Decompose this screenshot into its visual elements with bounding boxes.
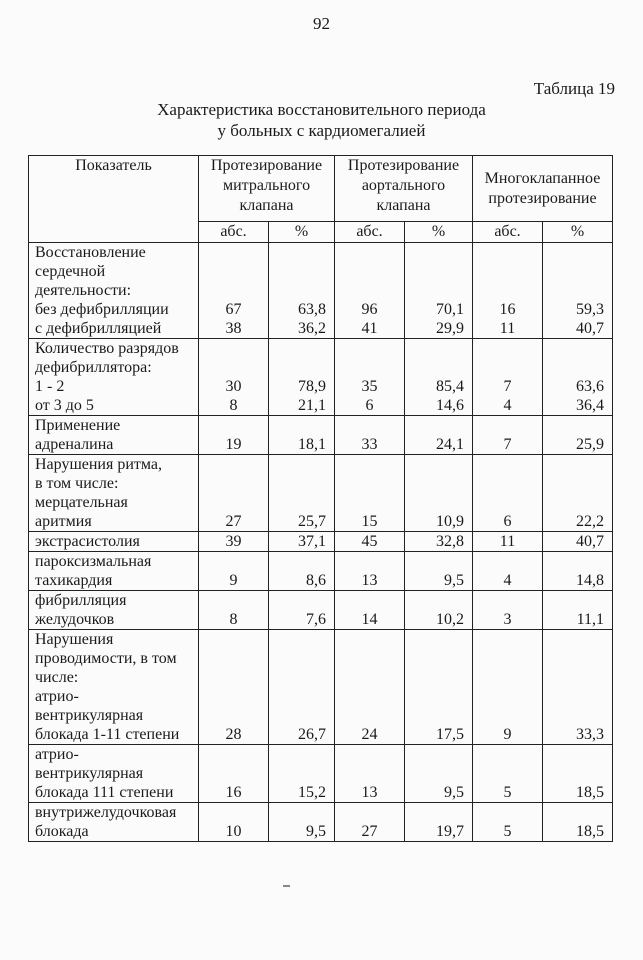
row-indicator: Применение адреналина <box>29 416 199 455</box>
table-row <box>29 243 613 339</box>
cell-percent: 18,5 <box>543 803 613 842</box>
table-row <box>29 339 613 416</box>
table-row <box>29 552 613 591</box>
cell-abs: 7 4 <box>473 339 543 416</box>
table-row <box>29 803 613 842</box>
cell-abs: 5 <box>473 745 543 803</box>
cell-abs: 10 <box>199 803 269 842</box>
cell-abs: 19 <box>199 416 269 455</box>
table-caption <box>0 99 643 141</box>
caption-line-1: Характеристика восстановительного периода <box>157 100 486 119</box>
cell-percent: 10,2 <box>405 591 473 630</box>
header-group-aortic: Протезирование аортального клапана <box>335 156 473 222</box>
cell-percent: 33,3 <box>543 630 613 745</box>
cell-abs: 67 38 <box>199 243 269 339</box>
cell-percent: 15,2 <box>269 745 335 803</box>
row-indicator: Нарушения проводимости, в том числе: атрио- вентрикулярная блокада 1-11 степени <box>29 630 199 745</box>
cell-abs: 4 <box>473 552 543 591</box>
table-row <box>29 591 613 630</box>
header-abs: абс. <box>473 222 543 243</box>
table-row <box>29 745 613 803</box>
cell-abs: 8 <box>199 591 269 630</box>
row-indicator: пароксизмальная тахикардия <box>29 552 199 591</box>
header-percent: % <box>543 222 613 243</box>
header-percent: % <box>269 222 335 243</box>
cell-abs: 33 <box>335 416 405 455</box>
cell-percent: 85,4 14,6 <box>405 339 473 416</box>
cell-abs: 30 8 <box>199 339 269 416</box>
header-group-mitral: Протезирование митрального клапана <box>199 156 335 222</box>
header-indicator: Показатель <box>29 156 199 243</box>
cell-percent: 63,8 36,2 <box>269 243 335 339</box>
cell-percent: 78,9 21,1 <box>269 339 335 416</box>
cell-percent: 22,2 <box>543 455 613 532</box>
cell-abs: 6 <box>473 455 543 532</box>
cell-percent: 8,6 <box>269 552 335 591</box>
cell-abs: 28 <box>199 630 269 745</box>
cell-percent: 17,5 <box>405 630 473 745</box>
cell-percent: 9,5 <box>405 745 473 803</box>
cell-percent: 24,1 <box>405 416 473 455</box>
cell-abs: 35 6 <box>335 339 405 416</box>
cell-abs: 96 41 <box>335 243 405 339</box>
cell-abs: 45 <box>335 532 405 552</box>
table-row <box>29 416 613 455</box>
header-percent: % <box>405 222 473 243</box>
cell-abs: 14 <box>335 591 405 630</box>
row-indicator: Количество разрядов дефибриллятора: 1 - 2 от 3 до 5 <box>29 339 199 416</box>
scan-mark <box>283 885 290 887</box>
cell-abs: 16 11 <box>473 243 543 339</box>
row-indicator: атрио- вентрикулярная блокада 111 степени <box>29 745 199 803</box>
cell-abs: 27 <box>199 455 269 532</box>
cell-abs: 13 <box>335 745 405 803</box>
cell-percent: 19,7 <box>405 803 473 842</box>
cell-abs: 15 <box>335 455 405 532</box>
cell-percent: 25,9 <box>543 416 613 455</box>
page-number: 92 <box>313 14 330 33</box>
header-abs: абс. <box>335 222 405 243</box>
caption-line-2: у больных с кардиомегалией <box>217 121 426 140</box>
table-row <box>29 455 613 532</box>
header-group-multi: Многоклапанное протезирование <box>473 156 613 222</box>
cell-abs: 13 <box>335 552 405 591</box>
cell-abs: 27 <box>335 803 405 842</box>
cell-percent: 59,3 40,7 <box>543 243 613 339</box>
row-indicator: экстрасистолия <box>29 532 199 552</box>
table-row <box>29 630 613 745</box>
cell-percent: 63,6 36,4 <box>543 339 613 416</box>
cell-percent: 11,1 <box>543 591 613 630</box>
cell-percent: 7,6 <box>269 591 335 630</box>
cell-abs: 9 <box>473 630 543 745</box>
row-indicator: Восстановление сердечной деятельности: без дефибрилляции с дефибрилляцией <box>29 243 199 339</box>
cell-percent: 18,5 <box>543 745 613 803</box>
cell-percent: 9,5 <box>269 803 335 842</box>
header-abs: абс. <box>199 222 269 243</box>
cell-percent: 18,1 <box>269 416 335 455</box>
cell-percent: 32,8 <box>405 532 473 552</box>
cell-abs: 11 <box>473 532 543 552</box>
row-indicator: внутрижелудочковая блокада <box>29 803 199 842</box>
cell-abs: 7 <box>473 416 543 455</box>
cell-percent: 37,1 <box>269 532 335 552</box>
cell-abs: 3 <box>473 591 543 630</box>
cell-percent: 10,9 <box>405 455 473 532</box>
row-indicator: Нарушения ритма, в том числе: мерцательная аритмия <box>29 455 199 532</box>
cell-percent: 9,5 <box>405 552 473 591</box>
cell-abs: 9 <box>199 552 269 591</box>
cell-percent: 70,1 29,9 <box>405 243 473 339</box>
cell-percent: 14,8 <box>543 552 613 591</box>
cell-abs: 24 <box>335 630 405 745</box>
cell-percent: 40,7 <box>543 532 613 552</box>
cell-percent: 25,7 <box>269 455 335 532</box>
table-row <box>29 532 613 552</box>
cell-abs: 16 <box>199 745 269 803</box>
cell-percent: 26,7 <box>269 630 335 745</box>
cell-abs: 5 <box>473 803 543 842</box>
table-label: Таблица 19 <box>533 79 615 98</box>
data-table <box>28 155 613 842</box>
row-indicator: фибрилляция желудочков <box>29 591 199 630</box>
cell-abs: 39 <box>199 532 269 552</box>
